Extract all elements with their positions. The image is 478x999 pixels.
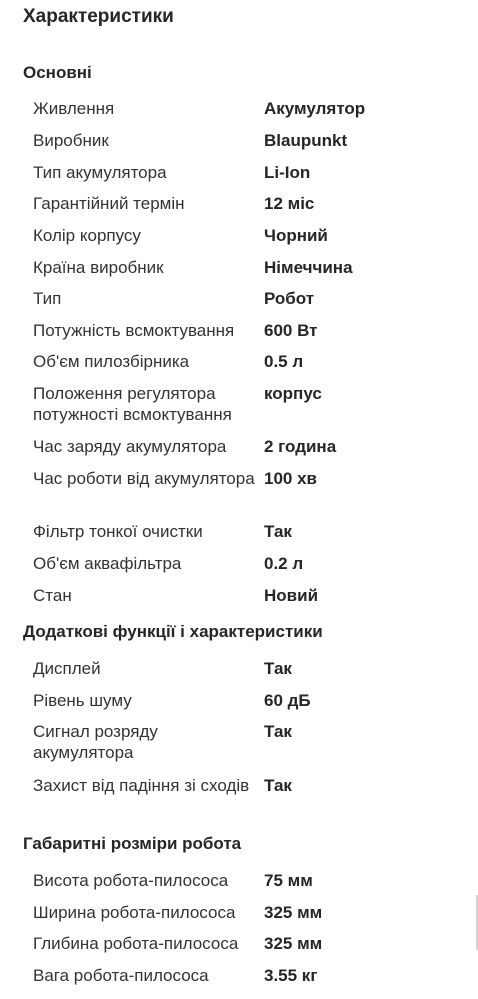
spec-label: Країна виробник (33, 258, 164, 277)
spec-label: Положення регулятора потужності всмоктування (33, 384, 232, 424)
spec-label: Сигнал розряду акумулятора (33, 722, 158, 762)
spec-value: Так (264, 722, 292, 741)
spec-value: Blaupunkt (264, 131, 348, 150)
spec-label: Час роботи від акумулятора (33, 469, 255, 488)
spec-label: Гарантійний термін (33, 194, 185, 213)
spec-value: 100 хв (264, 469, 317, 488)
spec-value: 2 година (264, 437, 337, 456)
spec-value: 0.2 л (264, 554, 304, 573)
spec-value: 325 мм (264, 903, 323, 922)
spec-label: Висота робота-пилососа (33, 871, 229, 890)
spec-label: Колір корпусу (33, 226, 141, 245)
spec-label: Виробник (33, 131, 109, 150)
spec-value: Так (264, 776, 292, 795)
spec-label: Рівень шуму (33, 691, 132, 710)
spec-value: 0.5 л (264, 352, 304, 371)
spec-value: 60 дБ (264, 691, 311, 710)
spec-value: 75 мм (264, 871, 313, 890)
section-title-extra: Додаткові функції і характеристики (23, 622, 323, 641)
spec-label: Захист від падіння зі сходів (33, 776, 250, 795)
spec-label: Фільтр тонкої очистки (33, 522, 203, 541)
spec-label: Тип акумулятора (33, 163, 167, 182)
page-title: Характеристики (23, 6, 174, 27)
section-title-dimensions: Габаритні розміри робота (23, 834, 242, 853)
spec-label: Стан (33, 586, 72, 605)
spec-value: Так (264, 659, 292, 678)
spec-label: Об'єм пилозбірника (33, 352, 190, 371)
spec-value: Li-Ion (264, 163, 311, 182)
spec-label: Тип (33, 289, 62, 308)
spec-value: Новий (264, 586, 319, 605)
spec-label: Глибина робота-пилососа (33, 934, 239, 953)
spec-value: корпус (264, 384, 322, 403)
spec-value: Чорний (264, 226, 328, 245)
section-title-main: Основні (23, 63, 92, 82)
spec-value: 12 міс (264, 194, 315, 213)
spec-value: Німеччина (264, 258, 353, 277)
spec-value: 3.55 кг (264, 966, 318, 985)
spec-label: Живлення (33, 99, 115, 118)
spec-label: Ширина робота-пилососа (33, 903, 236, 922)
spec-value: Робот (264, 289, 315, 308)
spec-label: Час заряду акумулятора (33, 437, 227, 456)
spec-label: Вага робота-пилососа (33, 966, 209, 985)
spec-label: Потужність всмоктування (33, 321, 235, 340)
spec-label: Дисплей (33, 659, 101, 678)
spec-label: Об'єм аквафільтра (33, 554, 182, 573)
spec-value: 600 Вт (264, 321, 318, 340)
spec-value: 325 мм (264, 934, 323, 953)
spec-value: Так (264, 522, 292, 541)
spec-value: Акумулятор (264, 99, 366, 118)
